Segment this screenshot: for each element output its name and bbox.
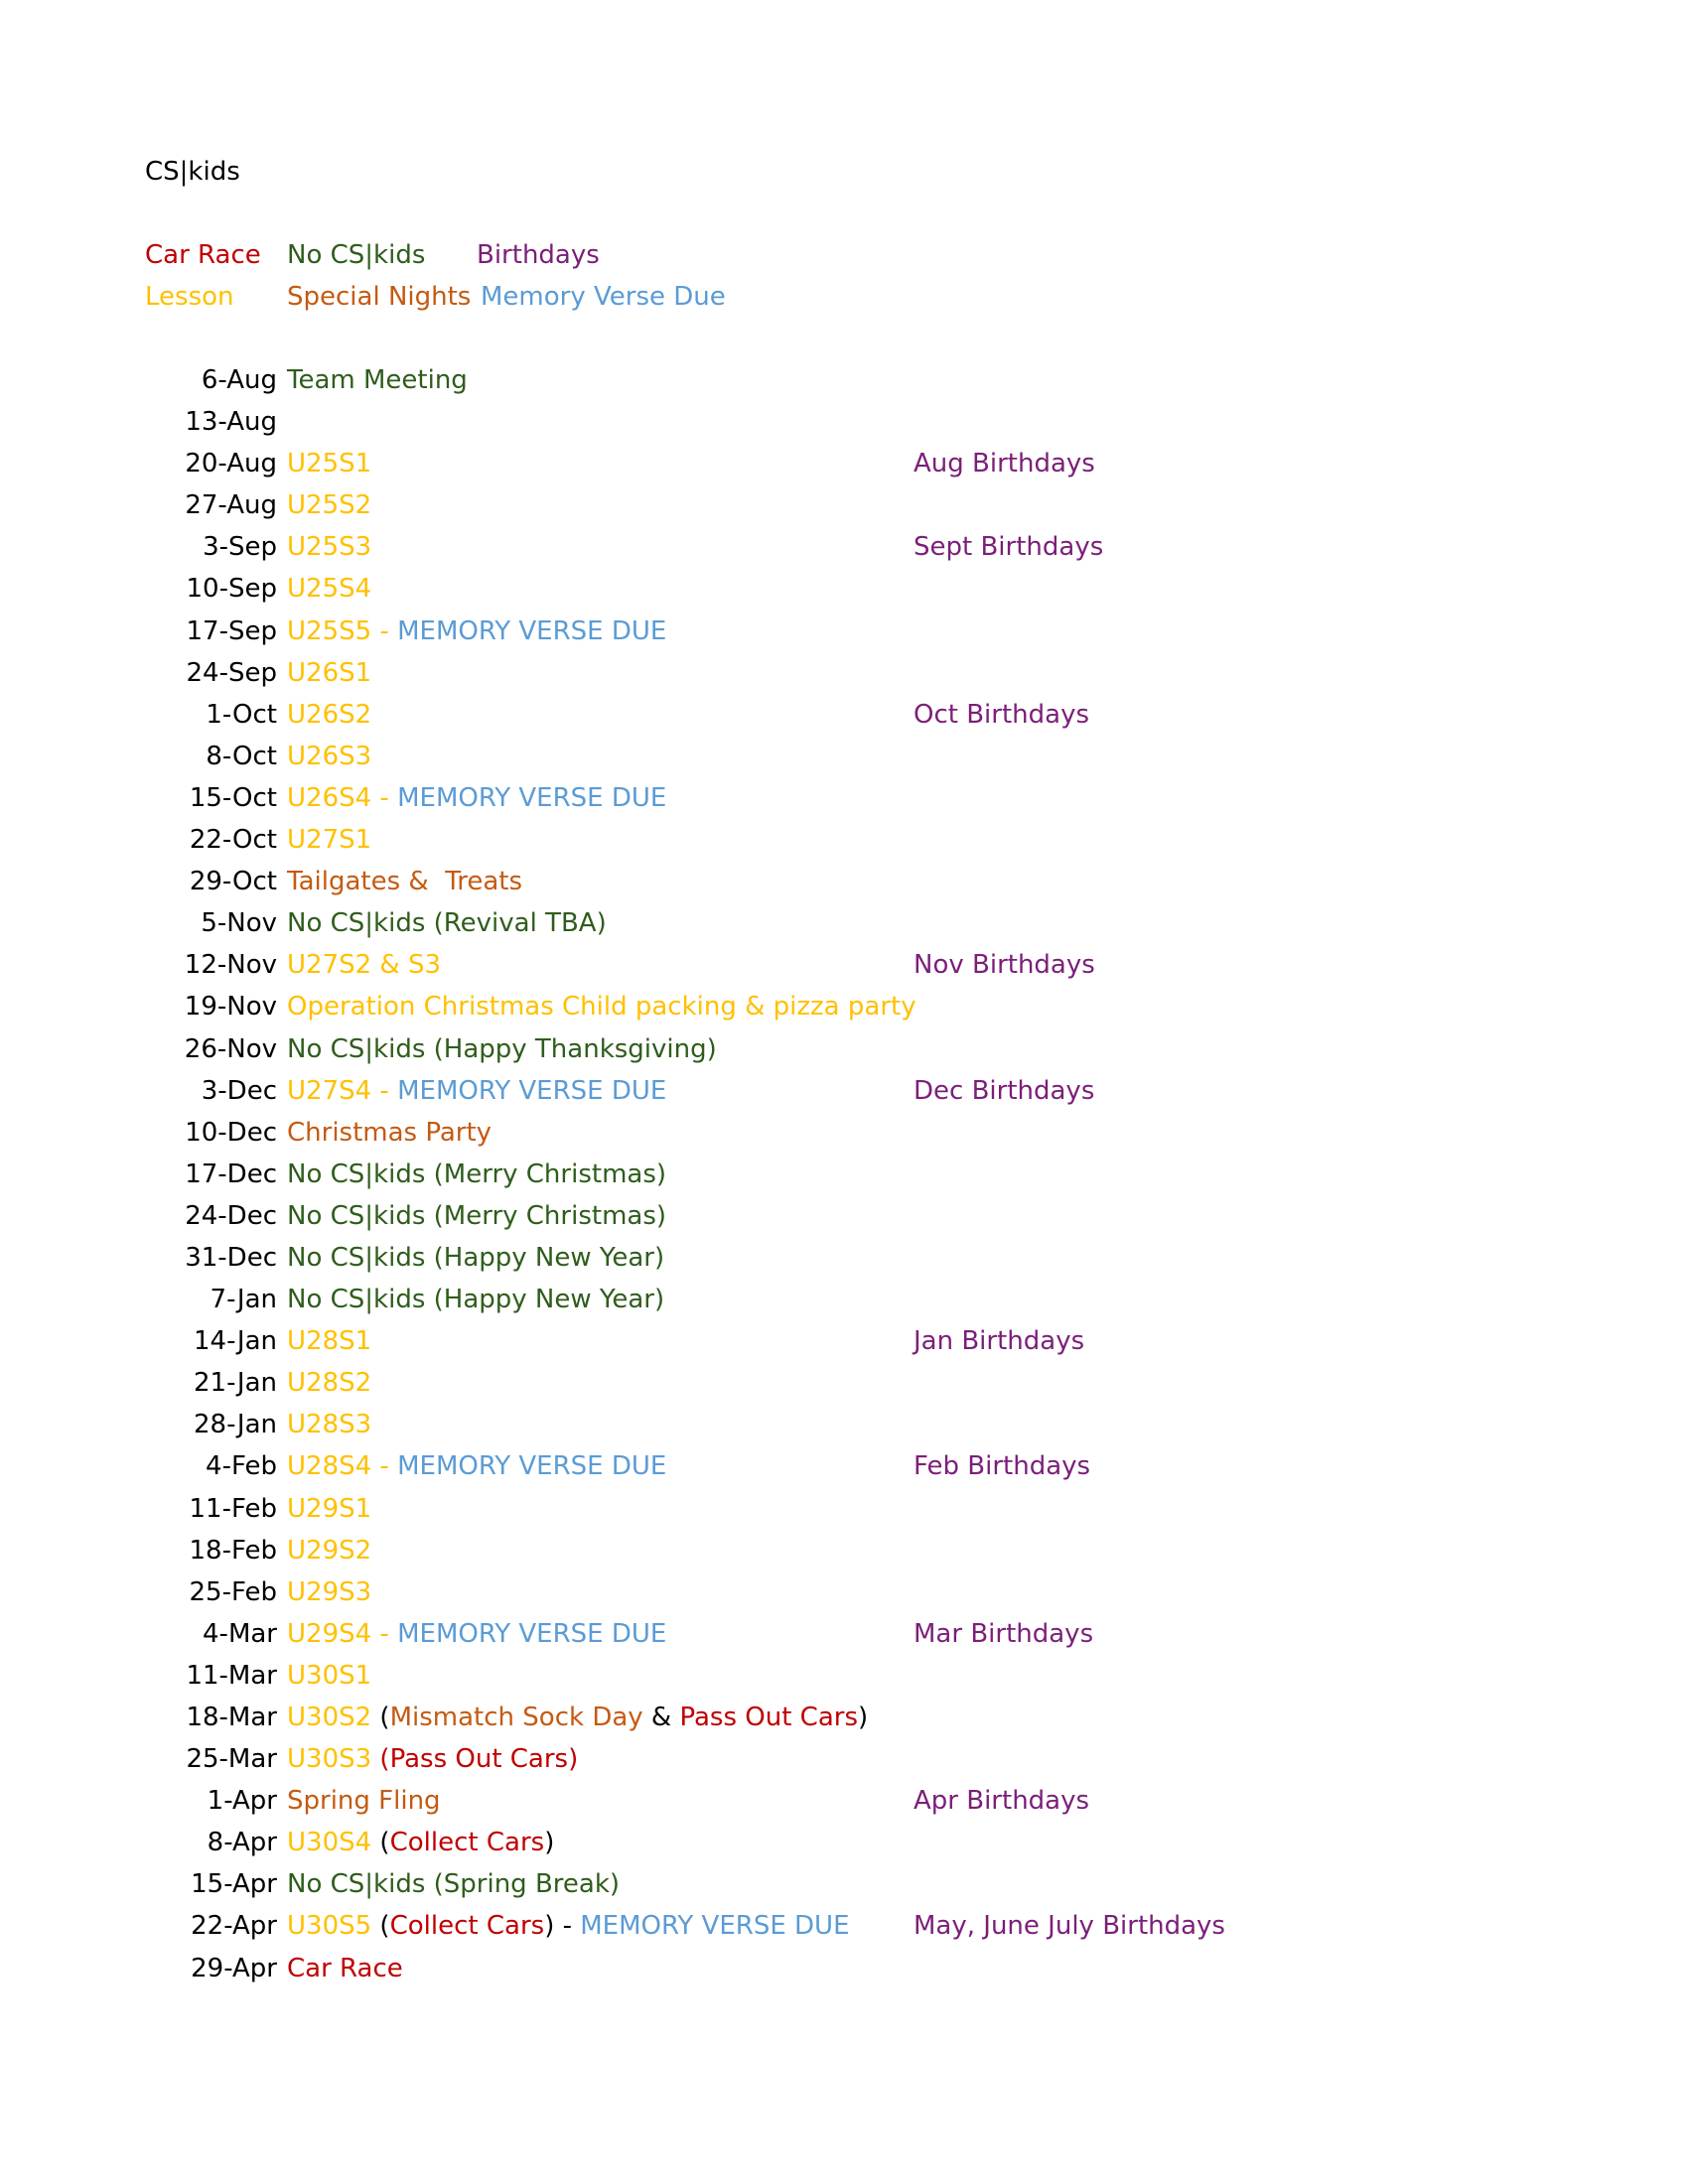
event-text-segment: No CS|kids (Happy New Year) [287, 1242, 665, 1273]
schedule-row [0, 945, 1688, 987]
schedule-event [287, 1238, 664, 1278]
schedule-row [0, 1949, 1688, 1990]
event-text-segment: No CS|kids (Revival TBA) [287, 908, 607, 939]
schedule-event [287, 527, 371, 567]
schedule-date: 10-Sep [186, 574, 277, 605]
event-text-segment: U27S1 [287, 825, 372, 856]
event-text-segment: ) [858, 1703, 869, 1732]
schedule-date: 4-Feb [206, 1451, 277, 1482]
schedule-row [0, 360, 1688, 402]
event-text-segment: Spring Fling [287, 1786, 441, 1817]
event-text-segment: No CS|kids (Happy Thanksgiving) [287, 1033, 717, 1064]
schedule-date: 24-Dec [185, 1200, 277, 1231]
schedule-row [0, 444, 1688, 485]
birthday-note: Nov Birthdays [914, 950, 1095, 981]
event-text-segment: U28S4 - [287, 1451, 398, 1482]
event-text-segment: U26S1 [287, 657, 372, 688]
event-text-segment: Operation Christmas Child packing & pizza party [287, 992, 916, 1023]
event-text-segment: MEMORY VERSE DUE [397, 615, 667, 646]
schedule-date: 28-Jan [194, 1410, 277, 1440]
schedule-date: 18-Feb [189, 1535, 277, 1566]
schedule-row [0, 527, 1688, 569]
schedule-event [287, 1280, 664, 1319]
schedule-row [0, 1823, 1688, 1864]
schedule-event [287, 987, 916, 1026]
schedule-event [287, 1906, 850, 1946]
schedule-list [0, 360, 1688, 1990]
event-text-segment: ( [371, 1703, 390, 1732]
legend-memory-verse-due: Memory Verse Due [481, 282, 726, 312]
schedule-row [0, 862, 1688, 903]
schedule-event [287, 1363, 371, 1403]
schedule-event [287, 737, 371, 776]
birthday-note: May, June July Birthdays [914, 1911, 1225, 1942]
event-text-segment: No CS|kids (Happy New Year) [287, 1285, 665, 1315]
schedule-event [287, 1446, 666, 1486]
schedule-row [0, 1280, 1688, 1321]
schedule-row [0, 1029, 1688, 1071]
schedule-row [0, 695, 1688, 737]
schedule-row [0, 737, 1688, 778]
schedule-event [287, 1614, 666, 1654]
legend-special-nights: Special Nights [287, 282, 472, 312]
schedule-date: 12-Nov [184, 950, 277, 981]
schedule-event [287, 444, 371, 483]
schedule-row [0, 1363, 1688, 1405]
event-text-segment: No CS|kids (Merry Christmas) [287, 1159, 667, 1189]
schedule-row [0, 612, 1688, 653]
schedule-row [0, 820, 1688, 862]
schedule-row [0, 569, 1688, 611]
event-text-segment: Car Race [287, 1953, 403, 1983]
event-text-segment: Collect Cars [389, 1911, 545, 1942]
schedule-event [287, 612, 666, 651]
schedule-event [287, 1489, 371, 1529]
event-text-segment: U28S2 [287, 1368, 372, 1399]
schedule-date: 5-Nov [201, 908, 277, 939]
birthday-note: Aug Birthdays [914, 449, 1095, 479]
schedule-date: 3-Dec [201, 1075, 277, 1106]
schedule-event [287, 695, 371, 735]
event-text-segment: U28S3 [287, 1410, 372, 1440]
schedule-event [287, 1321, 371, 1361]
event-text-segment: No CS|kids (Spring Break) [287, 1869, 621, 1900]
event-text-segment: U30S4 [287, 1828, 372, 1858]
event-text-segment: U25S2 [287, 490, 372, 521]
schedule-event [287, 1071, 666, 1111]
birthday-note: Jan Birthdays [914, 1326, 1085, 1357]
birthday-note: Mar Birthdays [914, 1618, 1094, 1649]
schedule-row [0, 1489, 1688, 1531]
schedule-date: 1-Oct [206, 699, 277, 730]
schedule-event [287, 903, 607, 943]
event-text-segment: Collect Cars [389, 1828, 545, 1858]
schedule-date: 6-Aug [201, 365, 277, 395]
schedule-row [0, 1656, 1688, 1698]
event-text-segment: & [642, 1703, 680, 1732]
schedule-event [287, 1823, 554, 1862]
schedule-event [287, 945, 441, 985]
schedule-event [287, 778, 666, 818]
schedule-event [287, 1029, 717, 1069]
schedule-event [287, 1405, 371, 1444]
event-text-segment: MEMORY VERSE DUE [397, 1451, 667, 1482]
schedule-date: 11-Mar [186, 1660, 277, 1691]
schedule-row [0, 1446, 1688, 1488]
schedule-row [0, 778, 1688, 820]
event-text-segment: U30S1 [287, 1660, 372, 1691]
schedule-date: 26-Nov [184, 1033, 277, 1064]
birthday-note: Sept Birthdays [914, 532, 1104, 563]
legend-lesson: Lesson [145, 282, 234, 312]
schedule-row [0, 1238, 1688, 1280]
schedule-event [287, 1698, 868, 1737]
schedule-row [0, 987, 1688, 1028]
event-text-segment: No CS|kids (Merry Christmas) [287, 1200, 667, 1231]
schedule-row [0, 1155, 1688, 1196]
schedule-row [0, 1781, 1688, 1823]
schedule-date: 10-Dec [185, 1117, 277, 1148]
schedule-date: 21-Jan [194, 1368, 277, 1399]
schedule-date: 14-Jan [194, 1326, 277, 1357]
event-text-segment: Tailgates & Treats [287, 867, 523, 897]
schedule-row [0, 1572, 1688, 1614]
event-text-segment: MEMORY VERSE DUE [580, 1911, 850, 1942]
birthday-note: Apr Birthdays [914, 1786, 1090, 1817]
schedule-date: 3-Sep [203, 532, 277, 563]
event-text-segment: U26S4 - [287, 782, 398, 813]
schedule-date: 20-Aug [185, 449, 277, 479]
event-text-segment: U29S1 [287, 1493, 372, 1524]
schedule-date: 4-Mar [203, 1618, 277, 1649]
event-text-segment: MEMORY VERSE DUE [397, 1618, 667, 1649]
schedule-date: 17-Sep [186, 615, 277, 646]
event-text-segment: ( [371, 1828, 390, 1858]
schedule-date: 7-Jan [210, 1285, 277, 1315]
event-text-segment: U30S5 [287, 1911, 372, 1942]
schedule-date: 13-Aug [185, 407, 277, 438]
event-text-segment: U29S4 - [287, 1618, 398, 1649]
event-text-segment: Pass Out Cars [679, 1703, 858, 1732]
schedule-date: 25-Feb [189, 1576, 277, 1607]
schedule-event [287, 1781, 441, 1821]
schedule-event [287, 820, 371, 860]
schedule-event [287, 1531, 371, 1570]
event-text-segment: MEMORY VERSE DUE [397, 782, 667, 813]
event-text-segment: ) - [544, 1911, 581, 1942]
event-text-segment: U29S2 [287, 1535, 372, 1566]
schedule-row [0, 1698, 1688, 1739]
schedule-event [287, 653, 371, 693]
schedule-date: 29-Oct [189, 867, 277, 897]
birthday-note: Dec Birthdays [914, 1075, 1095, 1106]
schedule-event [287, 1155, 666, 1194]
schedule-date: 31-Dec [185, 1242, 277, 1273]
legend-no-cs-kids: No CS|kids [287, 240, 426, 270]
schedule-date: 15-Apr [191, 1869, 277, 1900]
schedule-row [0, 1531, 1688, 1572]
birthday-note: Oct Birthdays [914, 699, 1090, 730]
event-text-segment: U25S4 [287, 574, 372, 605]
document-title: CS|kids [145, 157, 240, 187]
schedule-event [287, 1656, 371, 1696]
event-text-segment: U25S1 [287, 449, 372, 479]
event-text-segment: Mismatch Sock Day [389, 1703, 643, 1732]
schedule-date: 18-Mar [186, 1703, 277, 1732]
schedule-date: 25-Mar [186, 1744, 277, 1775]
schedule-event [287, 1864, 620, 1904]
schedule-row [0, 1864, 1688, 1906]
event-text-segment: U30S2 [287, 1703, 372, 1732]
schedule-date: 19-Nov [184, 992, 277, 1023]
event-text-segment: U28S1 [287, 1326, 372, 1357]
event-text-segment: Team Meeting [287, 365, 468, 395]
event-text-segment: U25S3 [287, 532, 372, 563]
schedule-date: 1-Apr [207, 1786, 277, 1817]
schedule-row [0, 1196, 1688, 1238]
schedule-date: 27-Aug [185, 490, 277, 521]
schedule-date: 29-Apr [191, 1953, 277, 1983]
schedule-row [0, 485, 1688, 527]
event-text-segment: MEMORY VERSE DUE [397, 1075, 667, 1106]
legend-car-race: Car Race [145, 240, 261, 270]
schedule-event [287, 1196, 666, 1236]
schedule-event [287, 1739, 578, 1779]
schedule-date: 8-Oct [206, 741, 277, 771]
schedule-date: 15-Oct [189, 782, 277, 813]
birthday-note: Feb Birthdays [914, 1451, 1091, 1482]
schedule-row [0, 903, 1688, 945]
schedule-event [287, 1949, 403, 1988]
schedule-event [287, 485, 371, 525]
event-text-segment: U26S2 [287, 699, 372, 730]
schedule-row [0, 1071, 1688, 1113]
schedule-event [287, 569, 371, 609]
schedule-date: 24-Sep [186, 657, 277, 688]
schedule-date: 8-Apr [207, 1828, 277, 1858]
schedule-row [0, 1321, 1688, 1363]
schedule-row [0, 402, 1688, 444]
event-text-segment: U27S4 - [287, 1075, 398, 1106]
schedule-date: 17-Dec [185, 1159, 277, 1189]
schedule-event [287, 862, 522, 901]
event-text-segment: U29S3 [287, 1576, 372, 1607]
event-text-segment: U30S3 [287, 1744, 372, 1775]
schedule-date: 22-Oct [189, 825, 277, 856]
schedule-row [0, 653, 1688, 695]
event-text-segment: U25S5 - [287, 615, 398, 646]
schedule-row [0, 1405, 1688, 1446]
schedule-row [0, 1739, 1688, 1781]
schedule-date: 22-Apr [191, 1911, 277, 1942]
schedule-event [287, 360, 468, 400]
event-text-segment: U27S2 & S3 [287, 950, 442, 981]
schedule-row [0, 1113, 1688, 1155]
legend-birthdays: Birthdays [477, 240, 600, 270]
event-text-segment: ( [371, 1911, 390, 1942]
schedule-row [0, 1614, 1688, 1656]
schedule-event [287, 1113, 492, 1153]
event-text-segment: Christmas Party [287, 1117, 492, 1148]
schedule-date: 11-Feb [189, 1493, 277, 1524]
event-text-segment: ) [544, 1828, 555, 1858]
event-text-segment: (Pass Out Cars) [371, 1744, 579, 1775]
event-text-segment: U26S3 [287, 741, 372, 771]
schedule-row [0, 1906, 1688, 1948]
schedule-event [287, 1572, 371, 1612]
